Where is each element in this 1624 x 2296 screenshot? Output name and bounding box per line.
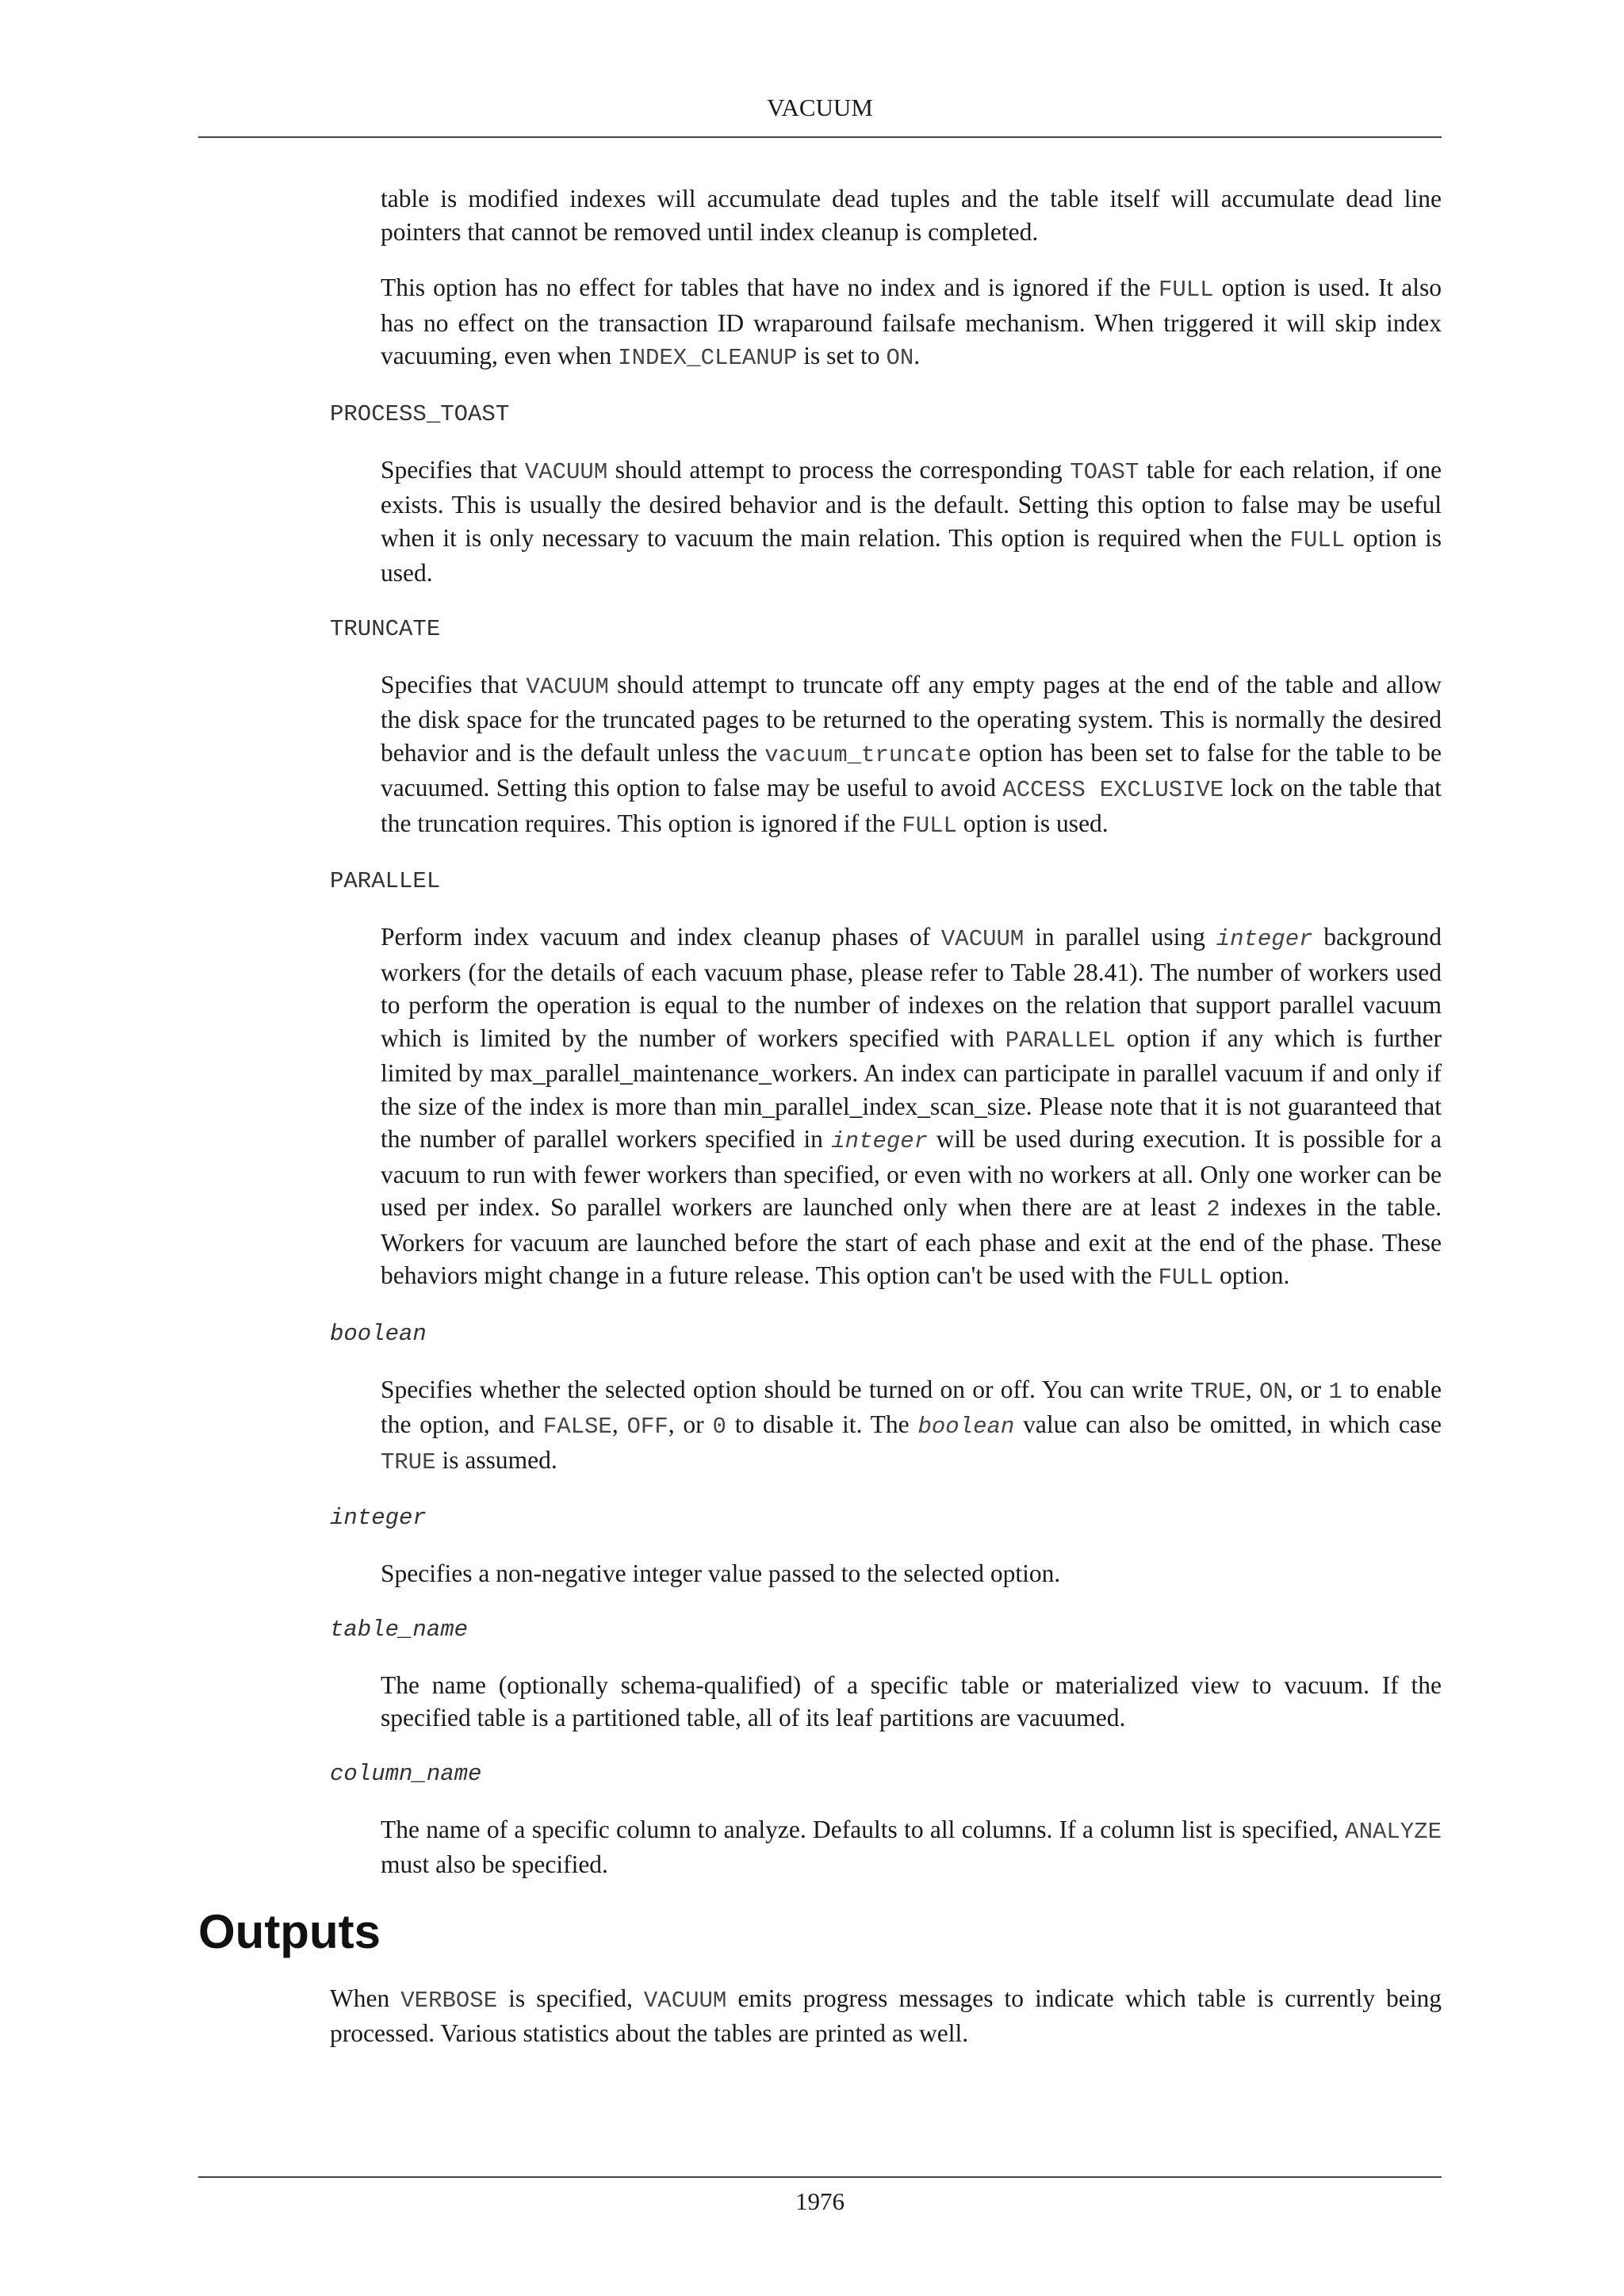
definition-parallel: [381, 920, 1442, 1295]
code-literal: PARALLEL: [1005, 1027, 1116, 1054]
term-table-name: table_name: [330, 1616, 469, 1643]
code-literal: 0: [712, 1414, 726, 1440]
code-literal: VACUUM: [526, 673, 609, 700]
text-run: should attempt to truncate off any empty pages at the end of the table and allow the disk space for the truncated pages to be returned to the operating system. This is normally the desired behavior and is the default unless the: [381, 670, 1442, 767]
text-run: will be used during execution. It is possible for a vacuum to run with fewer workers than specified, or even with no workers at all. Only one worker can be used per index. So parallel workers are launched only when there are at least: [381, 1125, 1442, 1221]
code-literal: 2: [1206, 1196, 1220, 1223]
footer-rule: [198, 2176, 1442, 2178]
code-literal: FULL: [1158, 1265, 1214, 1291]
text-run: to enable the option, and: [381, 1375, 1442, 1438]
text-run: is specified,: [497, 1984, 644, 2012]
definition-column-name: [381, 1813, 1442, 1881]
code-parameter: integer: [1216, 926, 1313, 952]
text-run: option is used.: [956, 809, 1109, 837]
text-run: ,: [1245, 1375, 1259, 1403]
outputs-paragraph: [330, 1982, 1442, 2050]
term-column-name: column_name: [330, 1760, 482, 1787]
term-integer: integer: [330, 1505, 427, 1531]
term-process-toast: PROCESS_TOAST: [330, 400, 510, 427]
text-run: is assumed.: [435, 1445, 557, 1474]
text-run: Specifies that: [381, 670, 527, 698]
section-heading-outputs: Outputs: [198, 1904, 381, 1958]
term-parallel: PARALLEL: [330, 868, 441, 894]
text-run: , or: [668, 1410, 713, 1438]
definition-integer: [381, 1557, 1442, 1590]
text-run: Specifies that: [381, 455, 525, 484]
code-literal: FULL: [902, 812, 957, 839]
text-run: option has been set to false for the table to be vacuumed. Setting this option to false may be useful to avoid: [381, 738, 1442, 802]
code-literal: 1: [1328, 1378, 1342, 1405]
definition-boolean: [381, 1373, 1442, 1479]
code-literal: TRUE: [381, 1448, 436, 1475]
text-run: to disable it. The: [726, 1410, 918, 1438]
text-run: Perform index vacuum and index cleanup phases of: [381, 923, 941, 951]
code-literal: ON: [886, 345, 914, 371]
code-literal: TOAST: [1070, 458, 1139, 485]
continued-paragraph-1: [381, 182, 1442, 248]
text-run: Specifies a non-negative integer value passed to the selected option.: [381, 1559, 1061, 1587]
code-literal: OFF: [626, 1414, 668, 1440]
text-run: option.: [1213, 1261, 1290, 1289]
text-run: should attempt to process the corresponding: [607, 455, 1071, 484]
term-truncate: TRUNCATE: [330, 615, 441, 642]
code-literal: VERBOSE: [400, 1987, 498, 2014]
code-literal: VACUUM: [643, 1987, 727, 2014]
text-run: in parallel using: [1024, 923, 1216, 951]
text-run: table is modified indexes will accumulate dead tuples and the table itself will accumulate dead line pointers that cannot be removed until index cleanup is completed.: [381, 185, 1442, 246]
running-header: VACUUM: [767, 94, 873, 121]
text-run: .: [914, 342, 921, 369]
header-rule: [198, 136, 1442, 138]
definition-process-toast: [381, 453, 1442, 590]
text-run: table for each relation, if one exists. This is usually the desired behavior and is the default. Setting this option to false may be useful when it is only necessary to vacuum the main relation. This option is required when the: [381, 455, 1442, 552]
text-run: is set to: [797, 342, 887, 369]
code-literal: FULL: [1158, 277, 1214, 303]
code-parameter: integer: [831, 1128, 929, 1154]
text-run: background workers (for the details of each vacuum phase, please refer to Table 28.41). The number of workers used to perform the operation is equal to the number of indexes on the relation that support parallel vacuum which is limited by the number of workers specified with: [381, 923, 1442, 1052]
definition-truncate: [381, 668, 1442, 843]
code-literal: ANALYZE: [1345, 1818, 1442, 1845]
text-run: lock on the table that the truncation requires. This option is ignored if the: [381, 774, 1442, 837]
text-run: indexes in the table. Workers for vacuum are launched before the start of each phase and exit at the end of the phase. These behaviors might change in a future release. This option can't be used with the: [381, 1193, 1442, 1289]
text-run: option is used.: [381, 523, 1442, 587]
code-literal: FALSE: [542, 1414, 612, 1440]
code-literal: TRUE: [1190, 1378, 1246, 1405]
text-run: ,: [611, 1410, 627, 1438]
text-run: value can also be omitted, in which case: [1014, 1410, 1442, 1438]
continued-paragraph-2: [381, 271, 1442, 375]
code-literal: VACUUM: [524, 458, 608, 485]
text-run: , or: [1286, 1375, 1329, 1403]
text-run: This option has no effect for tables that have no index and is ignored if the: [381, 274, 1159, 301]
code-literal: FULL: [1289, 526, 1346, 553]
text-run: option if any which is further limited by max_parallel_maintenance_workers. An index can participate in parallel vacuum if and only if the size of the index is more than min_parallel_index_scan_size. Please note that it is not guaranteed that the number of parallel workers specified in: [381, 1024, 1442, 1153]
code-parameter: boolean: [917, 1414, 1015, 1440]
page-content: [198, 182, 1442, 2073]
page-number: 1976: [795, 2187, 845, 2215]
text-run: The name of a specific column to analyze. Defaults to all columns. If a column list is specified,: [381, 1815, 1346, 1843]
code-literal: INDEX_CLEANUP: [618, 345, 798, 371]
text-run: option is used. It also has no effect on the transaction ID wraparound failsafe mechanism. When triggered it will skip index vacuuming, even when: [381, 274, 1442, 369]
term-boolean: boolean: [330, 1320, 427, 1347]
definition-table-name: [381, 1669, 1442, 1735]
text-run: emits progress messages to indicate which table is currently being processed. Various statistics about the tables are printed as well.: [330, 1984, 1442, 2047]
code-literal: ON: [1258, 1378, 1287, 1405]
code-literal: vacuum_truncate: [764, 741, 972, 768]
code-literal: VACUUM: [940, 926, 1025, 952]
code-literal: ACCESS EXCLUSIVE: [1002, 777, 1224, 803]
text-run: must also be specified.: [381, 1850, 608, 1878]
text-run: Specifies whether the selected option should be turned on or off. You can write: [381, 1375, 1191, 1403]
text-run: When: [330, 1984, 401, 2012]
text-run: The name (optionally schema-qualified) of a specific table or materialized view to vacuum. If the specified table is a partitioned table, all of its leaf partitions are vacuumed.: [381, 1670, 1442, 1732]
